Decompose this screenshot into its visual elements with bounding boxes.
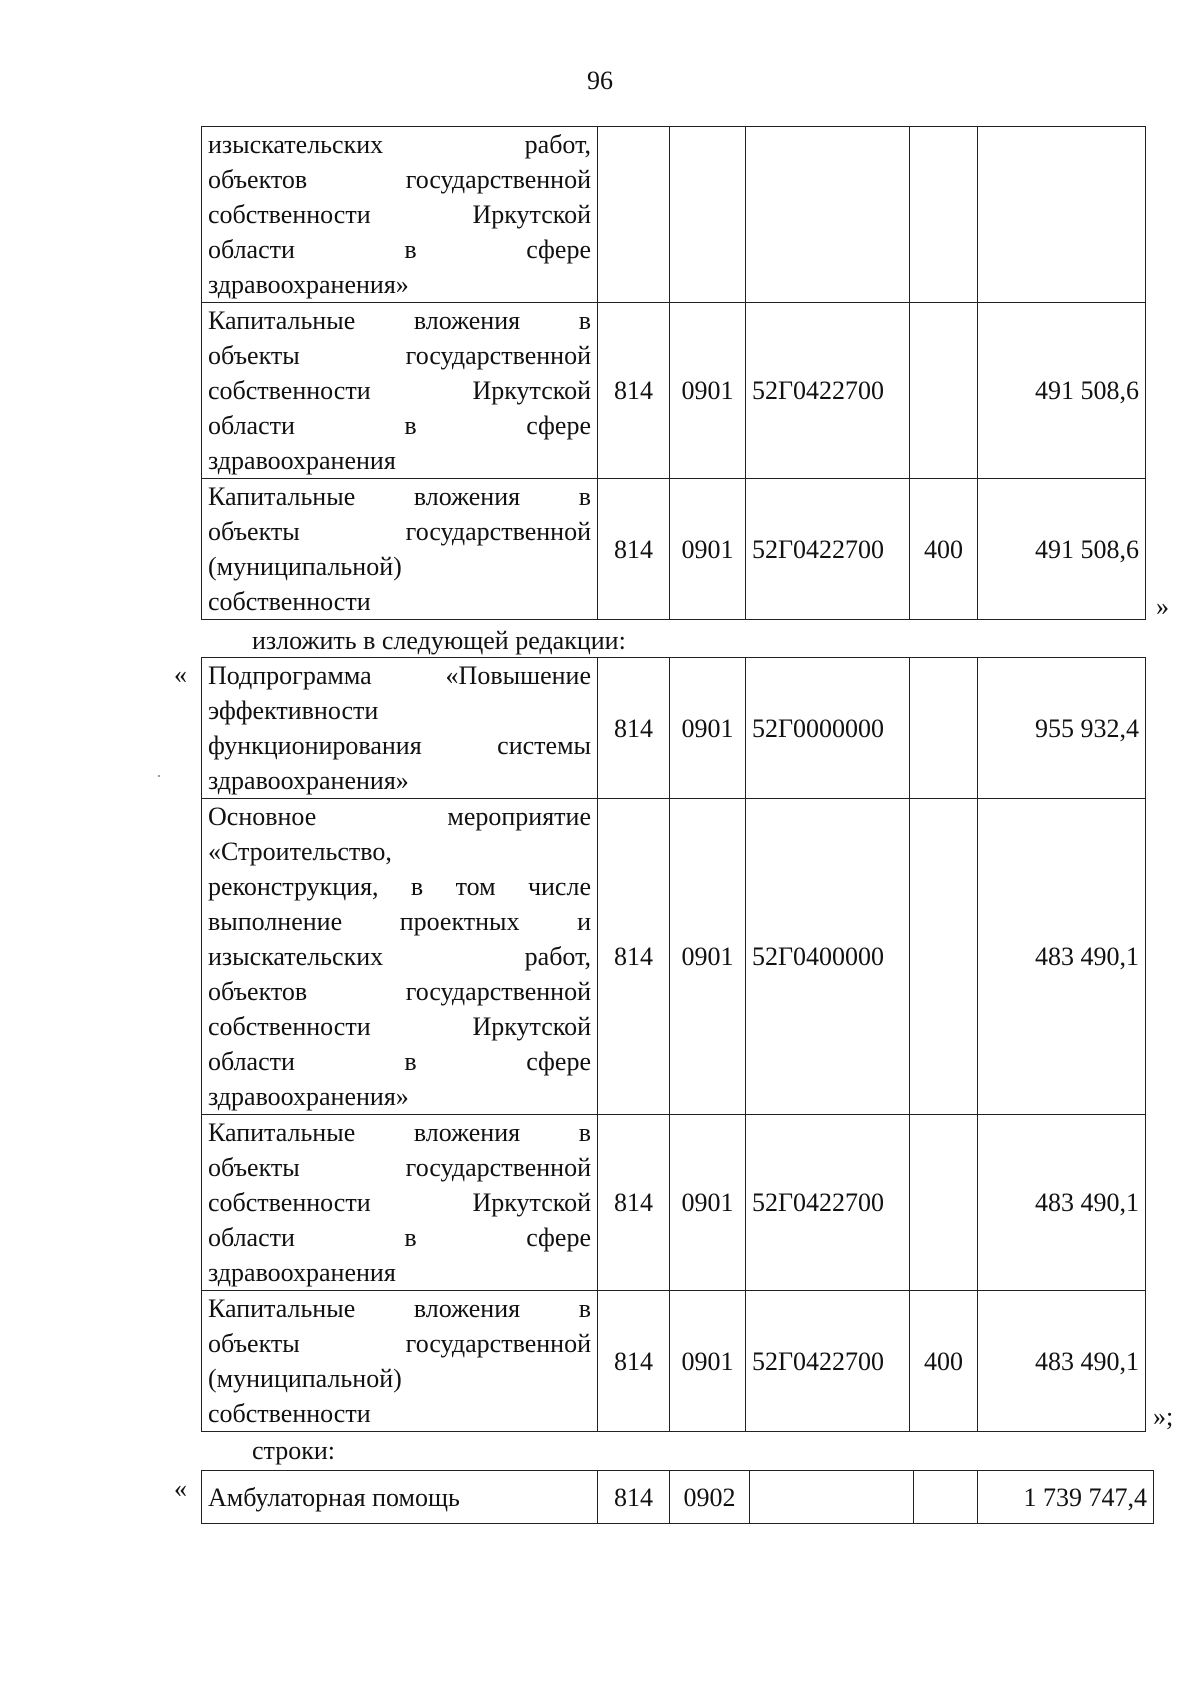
- scan-speck: [158, 775, 160, 777]
- item-name-line: объекты государственной: [208, 341, 591, 370]
- amount-cell: [978, 127, 1146, 303]
- expense-type-cell: [910, 1115, 978, 1291]
- item-name-line: здравоохранения»: [208, 270, 409, 299]
- item-name-line: эффективности: [208, 696, 379, 725]
- table-row: [202, 127, 1146, 303]
- grbs-code-cell: 814: [598, 658, 670, 799]
- table-row: [202, 303, 1146, 479]
- table-row: [202, 1471, 1154, 1524]
- table-row: [202, 479, 1146, 620]
- item-name-line: собственности Иркутской: [208, 1012, 591, 1041]
- item-name-line: области в сфере: [208, 235, 591, 264]
- item-name-line: здравоохранения»: [208, 1082, 409, 1111]
- expense-type-cell: [914, 1471, 978, 1524]
- item-name-line: области в сфере: [208, 1223, 591, 1252]
- grbs-code-cell: 814: [598, 1471, 670, 1524]
- target-article-cell: [746, 127, 910, 303]
- budget-table-continued: [201, 126, 1146, 620]
- item-name-cell: [202, 127, 598, 303]
- expense-type-cell: [910, 303, 978, 479]
- item-name-line: изыскательских работ,: [208, 942, 591, 971]
- expense-type-cell: 400: [910, 479, 978, 620]
- item-name-line: изыскательских работ,: [208, 130, 591, 159]
- item-name-cell: [202, 479, 598, 620]
- item-name-cell: [202, 1471, 598, 1524]
- item-name-line: объекты государственной: [208, 1329, 591, 1358]
- item-name-line: области в сфере: [208, 1047, 591, 1076]
- page-number: 96: [587, 66, 613, 95]
- item-name-line: здравоохранения: [208, 446, 396, 475]
- closing-quote-semicolon: »;: [1153, 1402, 1174, 1431]
- item-name-line: объекты государственной: [208, 517, 591, 546]
- section-code-cell: 0901: [670, 479, 746, 620]
- item-name-cell: [202, 303, 598, 479]
- item-name-line: объектов государственной: [208, 977, 591, 1006]
- amount-cell: 483 490,1: [978, 799, 1146, 1115]
- closing-quote: »: [1156, 592, 1169, 621]
- grbs-code-cell: [598, 127, 670, 303]
- item-name-line: выполнение проектных и: [208, 907, 591, 936]
- target-article-cell: 52Г0400000: [746, 799, 910, 1115]
- budget-table-new-edition: [201, 657, 1146, 1432]
- item-name-line: реконструкция, в том числе: [208, 872, 591, 901]
- table-row: [202, 1291, 1146, 1432]
- grbs-code-cell: 814: [598, 1291, 670, 1432]
- item-name-line: собственности: [208, 587, 371, 616]
- item-name-cell: [202, 658, 598, 799]
- item-name-line: Капитальные вложения в: [208, 1118, 591, 1147]
- section-code-cell: 0902: [670, 1471, 750, 1524]
- item-name-line: собственности Иркутской: [208, 376, 591, 405]
- instruction-text-rows: строки:: [252, 1436, 335, 1465]
- item-name-cell: [202, 1115, 598, 1291]
- item-name-line: (муниципальной): [208, 552, 402, 581]
- target-article-cell: 52Г0422700: [746, 303, 910, 479]
- target-article-cell: 52Г0422700: [746, 1291, 910, 1432]
- section-code-cell: 0901: [670, 658, 746, 799]
- table-row: [202, 799, 1146, 1115]
- section-code-cell: 0901: [670, 1115, 746, 1291]
- item-name-line: функционирования системы: [208, 731, 591, 760]
- amount-cell: 491 508,6: [978, 303, 1146, 479]
- expense-type-cell: [910, 799, 978, 1115]
- section-code-cell: 0901: [670, 1291, 746, 1432]
- item-name-cell: [202, 799, 598, 1115]
- grbs-code-cell: 814: [598, 799, 670, 1115]
- amount-cell: 491 508,6: [978, 479, 1146, 620]
- section-code-cell: [670, 127, 746, 303]
- item-name-line: собственности Иркутской: [208, 200, 591, 229]
- target-article-cell: 52Г0422700: [746, 479, 910, 620]
- grbs-code-cell: 814: [598, 303, 670, 479]
- instruction-text: изложить в следующей редакции:: [252, 626, 626, 655]
- item-name-line: (муниципальной): [208, 1364, 402, 1393]
- item-name-line: «Строительство,: [208, 837, 392, 866]
- amount-cell: 483 490,1: [978, 1291, 1146, 1432]
- grbs-code-cell: 814: [598, 479, 670, 620]
- item-name-line: объекты государственной: [208, 1153, 591, 1182]
- amount-cell: 955 932,4: [978, 658, 1146, 799]
- opening-quote-rows: «: [174, 1474, 187, 1503]
- amount-cell: 483 490,1: [978, 1115, 1146, 1291]
- item-name-cell: [202, 1291, 598, 1432]
- expense-type-cell: [910, 658, 978, 799]
- opening-quote: «: [174, 660, 187, 689]
- budget-table-rows: [201, 1470, 1154, 1524]
- item-name-line: Капитальные вложения в: [208, 482, 591, 511]
- item-name-line: области в сфере: [208, 411, 591, 440]
- section-code-cell: 0901: [670, 303, 746, 479]
- item-name-line: здравоохранения: [208, 1258, 396, 1287]
- expense-type-cell: 400: [910, 1291, 978, 1432]
- item-name-line: Капитальные вложения в: [208, 1294, 591, 1323]
- target-article-cell: 52Г0422700: [746, 1115, 910, 1291]
- item-name-line: Капитальные вложения в: [208, 306, 591, 335]
- target-article-cell: [750, 1471, 914, 1524]
- item-name-line: Основное мероприятие: [208, 802, 591, 831]
- grbs-code-cell: 814: [598, 1115, 670, 1291]
- table-row: [202, 658, 1146, 799]
- amount-cell: 1 739 747,4: [978, 1471, 1154, 1524]
- item-name-line: собственности Иркутской: [208, 1188, 591, 1217]
- target-article-cell: 52Г0000000: [746, 658, 910, 799]
- section-code-cell: 0901: [670, 799, 746, 1115]
- expense-type-cell: [910, 127, 978, 303]
- item-name-line: Амбулаторная помощь: [208, 1482, 460, 1512]
- item-name-line: Подпрограмма «Повышение: [208, 661, 591, 690]
- item-name-line: собственности: [208, 1399, 371, 1428]
- item-name-line: объектов государственной: [208, 165, 591, 194]
- item-name-line: здравоохранения»: [208, 766, 409, 795]
- table-row: [202, 1115, 1146, 1291]
